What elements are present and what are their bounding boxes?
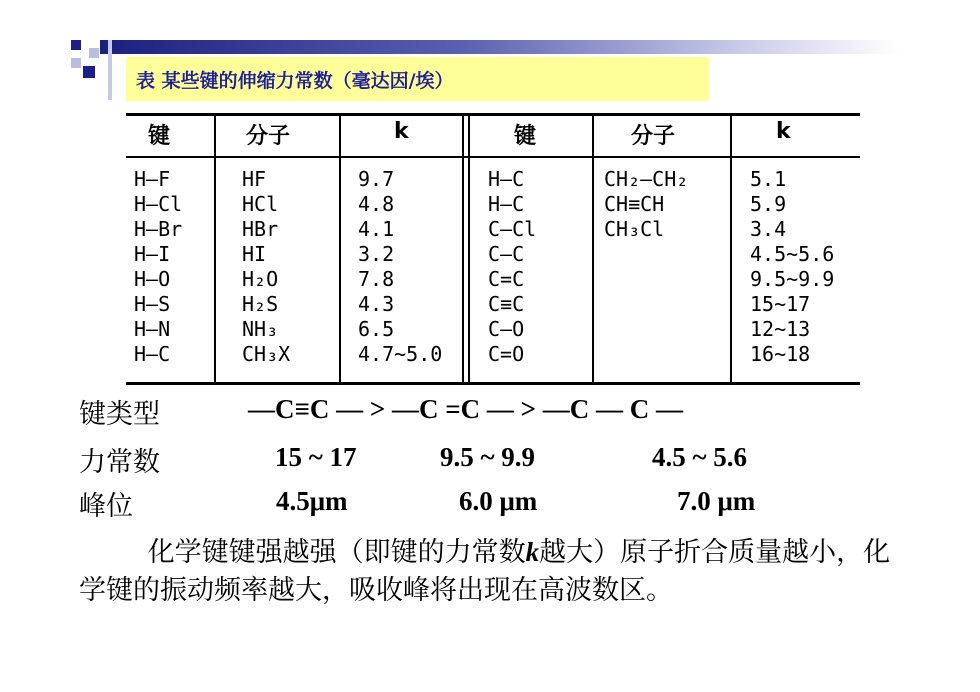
table-cell-bond: H—Br xyxy=(134,217,183,241)
table-cell-bond: H—F xyxy=(134,167,171,191)
table-cell-k: 5.1 xyxy=(750,167,787,191)
header-bond-left: 键 xyxy=(148,124,171,149)
table-cell-k: 4.8 xyxy=(358,192,395,216)
title-box xyxy=(126,57,709,101)
header-k-left: k xyxy=(394,119,409,144)
title-side-bar xyxy=(108,40,112,100)
title-gradient-bar xyxy=(100,40,900,54)
table-cell-molecule: NH₃ xyxy=(242,317,279,341)
col-divider xyxy=(592,113,594,385)
table-cell-molecule: H₂S xyxy=(242,292,279,316)
peak-value: 7.0 μm xyxy=(677,486,756,516)
bond-type-sequence: —C≡C — > —C =C — > —C — C — xyxy=(248,394,684,424)
corner-square-icon xyxy=(71,40,81,50)
table-cell-bond: C—Cl xyxy=(488,217,537,241)
page-title: 表 某些键的伸缩力常数（毫达因/埃） xyxy=(136,70,454,92)
col-divider xyxy=(339,113,341,385)
right-bond-column xyxy=(488,167,536,367)
table-cell-bond: H—C xyxy=(134,342,171,366)
table-cell-molecule: H₂O xyxy=(242,267,279,291)
explanation-paragraph xyxy=(79,533,909,610)
table-cell-bond: H—C xyxy=(488,167,525,191)
table-cell-k: 7.8 xyxy=(358,267,395,291)
table-cell-bond: H—I xyxy=(134,242,171,266)
header-molecule-left: 分子 xyxy=(246,124,291,149)
table-cell-k: 4.1 xyxy=(358,217,395,241)
col-divider xyxy=(730,113,732,385)
right-k-column xyxy=(750,167,834,367)
table-cell-bond: H—S xyxy=(134,292,171,316)
table-cell-k: 6.5 xyxy=(358,317,395,341)
table-cell-k: 9.5~9.9 xyxy=(750,267,835,291)
k-symbol: k xyxy=(525,537,540,567)
right-molecule-column xyxy=(604,167,688,242)
table-bottom-rule xyxy=(126,382,860,385)
force-value: 4.5 ~ 5.6 xyxy=(652,442,748,472)
table-cell-molecule: HBr xyxy=(242,217,279,241)
table-cell-molecule: CH₃Cl xyxy=(604,217,665,241)
peak-position-label: 峰位 xyxy=(79,491,133,522)
left-molecule-column xyxy=(242,167,290,367)
paragraph-part2: 越大）原子折合质量越小，化学键的振动频率越大，吸收峰将出现在高波数区。 xyxy=(79,537,891,606)
table-cell-molecule: CH₂—CH₂ xyxy=(604,167,689,191)
table-cell-molecule: HF xyxy=(242,167,267,191)
table-cell-bond: C≡C xyxy=(488,292,525,316)
table-cell-k: 3.2 xyxy=(358,242,395,266)
col-divider-double xyxy=(468,113,470,385)
left-k-column xyxy=(358,167,442,367)
table-cell-bond: C—O xyxy=(488,317,525,341)
table-cell-k: 12~13 xyxy=(750,317,811,341)
table-cell-k: 16~18 xyxy=(750,342,811,366)
table-cell-molecule: CH≡CH xyxy=(604,192,665,216)
header-bond-right: 键 xyxy=(514,124,537,149)
header-k-right: k xyxy=(776,119,791,144)
corner-square-icon xyxy=(83,66,95,78)
header-molecule-right: 分子 xyxy=(631,124,676,149)
table-cell-k: 4.5~5.6 xyxy=(750,242,835,266)
force-value: 9.5 ~ 9.9 xyxy=(440,442,536,472)
paragraph-part1: 化学键键强越强（即键的力常数 xyxy=(79,537,526,568)
col-divider xyxy=(214,113,216,385)
table-cell-bond: H—Cl xyxy=(134,192,183,216)
corner-square-icon xyxy=(71,58,81,68)
force-value: 15 ~ 17 xyxy=(275,442,357,472)
col-divider-double xyxy=(462,113,464,385)
table-cell-k: 4.3 xyxy=(358,292,395,316)
bond-type-label: 键类型 xyxy=(79,399,160,430)
table-cell-k: 5.9 xyxy=(750,192,787,216)
table-cell-bond: C=C xyxy=(488,267,525,291)
peak-value: 6.0 μm xyxy=(459,486,538,516)
peak-value: 4.5μm xyxy=(276,486,348,516)
table-top-rule xyxy=(126,113,860,116)
table-cell-bond: H—C xyxy=(488,192,525,216)
table-cell-molecule: CH₃X xyxy=(242,342,291,366)
table-cell-bond: H—O xyxy=(134,267,171,291)
table-cell-k: 4.7~5.0 xyxy=(358,342,443,366)
table-cell-molecule: HI xyxy=(242,242,267,266)
table-cell-bond: H—N xyxy=(134,317,171,341)
table-cell-bond: C—C xyxy=(488,242,525,266)
force-constant-label: 力常数 xyxy=(79,447,160,478)
table-cell-bond: C=O xyxy=(488,342,525,366)
corner-square-icon xyxy=(89,48,99,58)
table-cell-k: 9.7 xyxy=(358,167,395,191)
table-cell-k: 3.4 xyxy=(750,217,787,241)
table-cell-k: 15~17 xyxy=(750,292,811,316)
table-header-rule xyxy=(126,156,860,158)
force-constant-table xyxy=(126,113,860,385)
left-bond-column xyxy=(134,167,182,367)
table-cell-molecule: HCl xyxy=(242,192,279,216)
